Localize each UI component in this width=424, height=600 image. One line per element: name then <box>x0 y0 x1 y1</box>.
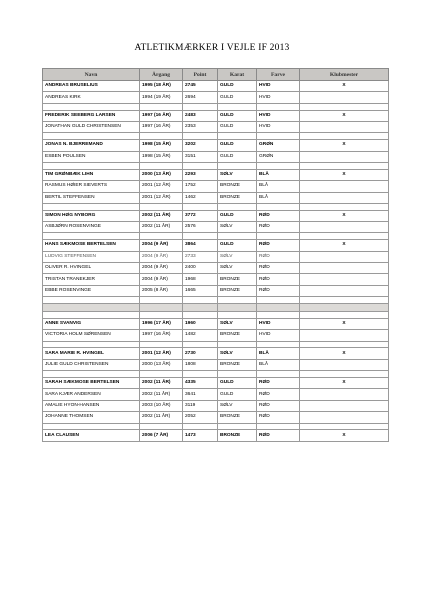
empty-cell <box>183 341 218 348</box>
empty-cell <box>257 423 300 430</box>
spacer-row <box>43 423 389 430</box>
cell-points: 2730 <box>183 348 218 359</box>
cell-points: 2694 <box>183 92 218 103</box>
table-row <box>43 412 389 423</box>
cell-year: 2004 (9 ÅR) <box>140 274 183 285</box>
cell-club-champion <box>300 121 389 132</box>
empty-cell <box>300 341 389 348</box>
cell-name: AMALIE HYON-HANSEN <box>43 400 140 411</box>
cell-name: ASBJØRN ROSENVINGE <box>43 222 140 233</box>
cell-club-champion: X <box>300 430 389 441</box>
table-row <box>43 222 389 233</box>
empty-cell <box>218 371 257 378</box>
cell-color: HVID <box>257 121 300 132</box>
table-row <box>43 318 389 329</box>
cell-year: 2002 (11 ÅR) <box>140 210 183 221</box>
cell-club-champion: X <box>300 81 389 92</box>
cell-name: SARA KJÆR ANDERSEN <box>43 389 140 400</box>
table-row <box>43 400 389 411</box>
cell-color: HVID <box>257 330 300 341</box>
spacer-row <box>43 162 389 169</box>
cell-color: RØD <box>257 251 300 262</box>
cell-club-champion <box>300 274 389 285</box>
cell-year: 1995 (18 ÅR) <box>140 81 183 92</box>
cell-year: 2001 (12 ÅR) <box>140 181 183 192</box>
cell-color: BLÅ <box>257 359 300 370</box>
table-row <box>43 430 389 441</box>
table-row <box>43 330 389 341</box>
cell-karat: GULD <box>218 110 257 121</box>
empty-cell <box>183 423 218 430</box>
cell-name: OLIVER R. HVINGEL <box>43 263 140 274</box>
empty-cell <box>218 304 257 312</box>
table-row <box>43 192 389 203</box>
empty-cell <box>257 341 300 348</box>
cell-year: 2002 (11 ÅR) <box>140 389 183 400</box>
cell-name: BERTIL STEFFENSEN <box>43 192 140 203</box>
table-row <box>43 140 389 151</box>
empty-cell <box>218 233 257 240</box>
empty-cell <box>140 341 183 348</box>
cell-year: 2005 (8 ÅR) <box>140 285 183 296</box>
cell-points: 3151 <box>183 151 218 162</box>
cell-year: 1998 (15 ÅR) <box>140 140 183 151</box>
cell-year: 1997 (16 ÅR) <box>140 121 183 132</box>
cell-points: 1462 <box>183 192 218 203</box>
cell-karat: GULD <box>218 81 257 92</box>
empty-cell <box>43 423 140 430</box>
empty-cell <box>43 297 140 304</box>
spacer-row <box>43 297 389 304</box>
cell-points: 3119 <box>183 400 218 411</box>
spacer-row <box>43 203 389 210</box>
empty-cell <box>300 233 389 240</box>
cell-color: RØD <box>257 274 300 285</box>
table-row <box>43 263 389 274</box>
table-header-row <box>43 69 389 81</box>
cell-karat: BRONZE <box>218 274 257 285</box>
cell-name: EBBE ROSENVINGE <box>43 285 140 296</box>
cell-name: SARAH SÆKMOSE BERTELSEN <box>43 377 140 388</box>
spacer-row <box>43 312 389 319</box>
cell-karat: BRONZE <box>218 192 257 203</box>
cell-name: JOHANNE THOMSEN <box>43 412 140 423</box>
cell-name: JONAS N. BJERREMAND <box>43 140 140 151</box>
cell-points: 2293 <box>183 169 218 180</box>
header-club-champion: Klubmester <box>300 69 389 81</box>
empty-cell <box>300 312 389 319</box>
header-color: Farve <box>257 69 300 81</box>
cell-karat: SØLV <box>218 400 257 411</box>
cell-club-champion <box>300 181 389 192</box>
cell-color: RØD <box>257 285 300 296</box>
cell-points: 1968 <box>183 274 218 285</box>
cell-color: RØD <box>257 400 300 411</box>
header-name: Navn <box>43 69 140 81</box>
cell-karat: GULD <box>218 140 257 151</box>
cell-points: 1960 <box>183 318 218 329</box>
empty-cell <box>300 103 389 110</box>
cell-points: 2400 <box>183 263 218 274</box>
cell-karat: BRONZE <box>218 430 257 441</box>
empty-cell <box>183 103 218 110</box>
empty-cell <box>43 312 140 319</box>
cell-karat: BRONZE <box>218 181 257 192</box>
cell-points: 3772 <box>183 210 218 221</box>
empty-cell <box>140 133 183 140</box>
cell-club-champion: X <box>300 169 389 180</box>
empty-cell <box>183 371 218 378</box>
cell-club-champion <box>300 330 389 341</box>
cell-club-champion <box>300 412 389 423</box>
cell-points: 2353 <box>183 121 218 132</box>
table-row <box>43 81 389 92</box>
empty-cell <box>140 103 183 110</box>
cell-name: HANS SÆKMOSE BERTELSEN <box>43 240 140 251</box>
cell-karat: GULD <box>218 389 257 400</box>
cell-year: 2004 (9 ÅR) <box>140 251 183 262</box>
table-row <box>43 92 389 103</box>
cell-karat: GULD <box>218 121 257 132</box>
empty-cell <box>300 162 389 169</box>
cell-color: RØD <box>257 430 300 441</box>
cell-points: 4335 <box>183 377 218 388</box>
empty-cell <box>257 233 300 240</box>
cell-color: BLÅ <box>257 348 300 359</box>
table-row <box>43 240 389 251</box>
empty-cell <box>183 233 218 240</box>
cell-karat: GULD <box>218 151 257 162</box>
cell-year: 2000 (13 ÅR) <box>140 359 183 370</box>
table-body <box>43 81 389 442</box>
header-points: Point <box>183 69 218 81</box>
cell-points: 2733 <box>183 251 218 262</box>
cell-year: 2002 (11 ÅR) <box>140 412 183 423</box>
table-row <box>43 121 389 132</box>
cell-color: RØD <box>257 240 300 251</box>
cell-karat: GULD <box>218 210 257 221</box>
empty-cell <box>257 312 300 319</box>
cell-club-champion <box>300 192 389 203</box>
cell-points: 3202 <box>183 140 218 151</box>
cell-name: SIMON HØG NYBORG <box>43 210 140 221</box>
page-title: ATLETIKMÆRKER I VEJLE IF 2013 <box>134 43 290 53</box>
cell-karat: SØLV <box>218 251 257 262</box>
empty-cell <box>257 371 300 378</box>
cell-year: 2002 (11 ÅR) <box>140 377 183 388</box>
empty-cell <box>218 162 257 169</box>
empty-cell <box>140 423 183 430</box>
empty-cell <box>140 233 183 240</box>
empty-cell <box>43 162 140 169</box>
cell-year: 2004 (9 ÅR) <box>140 240 183 251</box>
cell-color: GRØN <box>257 151 300 162</box>
empty-cell <box>218 423 257 430</box>
empty-cell <box>257 103 300 110</box>
spacer-row <box>43 341 389 348</box>
empty-cell <box>257 203 300 210</box>
cell-year: 1994 (19 ÅR) <box>140 92 183 103</box>
cell-name: VICTORIA HOLM SØRENSEN <box>43 330 140 341</box>
cell-points: 1482 <box>183 330 218 341</box>
empty-cell <box>300 133 389 140</box>
cell-points: 3864 <box>183 240 218 251</box>
cell-name: ANNE SVANVIG <box>43 318 140 329</box>
cell-club-champion <box>300 389 389 400</box>
cell-club-champion <box>300 285 389 296</box>
empty-cell <box>183 297 218 304</box>
empty-cell <box>140 304 183 312</box>
empty-cell <box>43 133 140 140</box>
empty-cell <box>183 162 218 169</box>
cell-karat: BRONZE <box>218 359 257 370</box>
empty-cell <box>300 297 389 304</box>
header-year: Årgang <box>140 69 183 81</box>
cell-name: SARA MARIE R. HVINGEL <box>43 348 140 359</box>
cell-karat: BRONZE <box>218 412 257 423</box>
empty-cell <box>183 312 218 319</box>
cell-name: LUDVIG STEFFENSEN <box>43 251 140 262</box>
cell-color: RØD <box>257 389 300 400</box>
cell-year: 1996 (17 ÅR) <box>140 318 183 329</box>
cell-karat: BRONZE <box>218 285 257 296</box>
cell-color: HVID <box>257 318 300 329</box>
cell-club-champion <box>300 151 389 162</box>
empty-cell <box>300 304 389 312</box>
empty-cell <box>183 304 218 312</box>
cell-club-champion <box>300 359 389 370</box>
table-row <box>43 389 389 400</box>
cell-color: HVID <box>257 110 300 121</box>
cell-color: RØD <box>257 210 300 221</box>
empty-cell <box>257 162 300 169</box>
empty-cell <box>140 162 183 169</box>
spacer-row <box>43 103 389 110</box>
empty-cell <box>300 423 389 430</box>
table-row <box>43 251 389 262</box>
cell-karat: SØLV <box>218 318 257 329</box>
empty-cell <box>140 203 183 210</box>
cell-club-champion: X <box>300 140 389 151</box>
cell-color: BLÅ <box>257 192 300 203</box>
cell-year: 1998 (15 ÅR) <box>140 151 183 162</box>
table-row <box>43 377 389 388</box>
spacer-row <box>43 233 389 240</box>
empty-cell <box>43 103 140 110</box>
empty-cell <box>300 371 389 378</box>
empty-cell <box>218 341 257 348</box>
cell-color: RØD <box>257 412 300 423</box>
cell-color: BLÅ <box>257 181 300 192</box>
table-row <box>43 348 389 359</box>
cell-points: 2576 <box>183 222 218 233</box>
cell-karat: GULD <box>218 240 257 251</box>
empty-cell <box>43 233 140 240</box>
spacer-row <box>43 371 389 378</box>
cell-color: GRØN <box>257 140 300 151</box>
cell-year: 1997 (16 ÅR) <box>140 110 183 121</box>
results-table <box>42 68 389 442</box>
empty-cell <box>183 133 218 140</box>
cell-karat: GULD <box>218 377 257 388</box>
cell-club-champion: X <box>300 210 389 221</box>
table-row <box>43 151 389 162</box>
cell-name: JULIE GULD CHRISTENSEN <box>43 359 140 370</box>
cell-year: 2002 (11 ÅR) <box>140 222 183 233</box>
table-row <box>43 169 389 180</box>
cell-name: JONATHAN GULD CHRISTENSEN <box>43 121 140 132</box>
empty-cell <box>43 371 140 378</box>
cell-points: 1665 <box>183 285 218 296</box>
cell-name: ANDREAS KIRK <box>43 92 140 103</box>
empty-cell <box>257 297 300 304</box>
table-row <box>43 274 389 285</box>
table-row <box>43 210 389 221</box>
cell-karat: SØLV <box>218 222 257 233</box>
cell-karat: BRONZE <box>218 330 257 341</box>
cell-points: 2745 <box>183 81 218 92</box>
empty-cell <box>140 371 183 378</box>
spacer-row <box>43 133 389 140</box>
cell-color: HVID <box>257 92 300 103</box>
empty-cell <box>140 297 183 304</box>
cell-points: 2052 <box>183 412 218 423</box>
cell-karat: GULD <box>218 92 257 103</box>
cell-points: 1752 <box>183 181 218 192</box>
empty-cell <box>300 203 389 210</box>
empty-cell <box>183 203 218 210</box>
cell-club-champion <box>300 400 389 411</box>
cell-year: 2003 (10 ÅR) <box>140 400 183 411</box>
table-row <box>43 181 389 192</box>
cell-club-champion: X <box>300 240 389 251</box>
cell-year: 2004 (9 ÅR) <box>140 263 183 274</box>
empty-cell <box>218 103 257 110</box>
cell-year: 2001 (12 ÅR) <box>140 348 183 359</box>
cell-year: 2006 (7 ÅR) <box>140 430 183 441</box>
cell-karat: SØLV <box>218 263 257 274</box>
cell-color: RØD <box>257 222 300 233</box>
empty-cell <box>218 203 257 210</box>
empty-cell <box>218 312 257 319</box>
cell-name: FREDERIK SEEBERG LARSEN <box>43 110 140 121</box>
cell-club-champion <box>300 263 389 274</box>
cell-points: 1808 <box>183 359 218 370</box>
empty-cell <box>43 304 140 312</box>
header-karat: Karat <box>218 69 257 81</box>
cell-name: LEA CLAUSEN <box>43 430 140 441</box>
cell-club-champion <box>300 251 389 262</box>
cell-color: RØD <box>257 377 300 388</box>
cell-club-champion <box>300 92 389 103</box>
cell-color: RØD <box>257 263 300 274</box>
cell-karat: SØLV <box>218 169 257 180</box>
cell-points: 3641 <box>183 389 218 400</box>
cell-points: 2483 <box>183 110 218 121</box>
divider-row <box>43 304 389 312</box>
table-row <box>43 359 389 370</box>
empty-cell <box>257 133 300 140</box>
cell-club-champion: X <box>300 348 389 359</box>
cell-club-champion: X <box>300 377 389 388</box>
cell-name: TRISTAN TRANEKJER <box>43 274 140 285</box>
table-row <box>43 110 389 121</box>
table-row <box>43 285 389 296</box>
cell-karat: SØLV <box>218 348 257 359</box>
empty-cell <box>43 341 140 348</box>
cell-color: HVID <box>257 81 300 92</box>
cell-name: ESBEN POULSEN <box>43 151 140 162</box>
cell-name: ANDREAS BRUSELIUS <box>43 81 140 92</box>
cell-club-champion: X <box>300 110 389 121</box>
cell-year: 2000 (13 ÅR) <box>140 169 183 180</box>
empty-cell <box>140 312 183 319</box>
empty-cell <box>43 203 140 210</box>
cell-name: TIM GRØNBÆK LIHN <box>43 169 140 180</box>
empty-cell <box>218 297 257 304</box>
cell-points: 1473 <box>183 430 218 441</box>
empty-cell <box>218 133 257 140</box>
cell-color: BLÅ <box>257 169 300 180</box>
empty-cell <box>257 304 300 312</box>
cell-club-champion <box>300 222 389 233</box>
cell-year: 2001 (12 ÅR) <box>140 192 183 203</box>
cell-club-champion: X <box>300 318 389 329</box>
cell-name: RASMUS HØIER SIEVERTS <box>43 181 140 192</box>
cell-year: 1997 (16 ÅR) <box>140 330 183 341</box>
